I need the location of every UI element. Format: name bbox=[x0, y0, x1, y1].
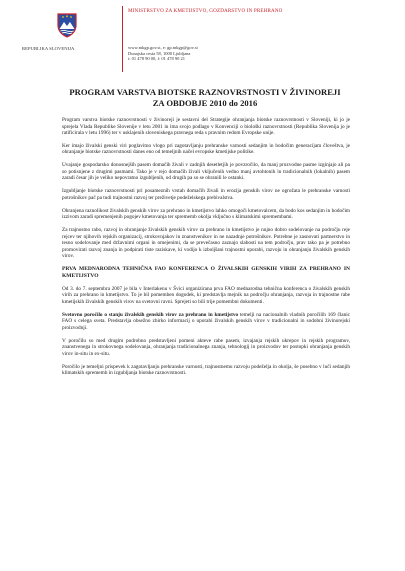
header-divider bbox=[122, 6, 123, 72]
paragraph: Poročilo je temeljni prispevek k zagotavljanju prehranske varnosti, trajnostnemu razvoju podeželja in okolja, še posebno v luči sedanjih klimatskih sprememb in izgubljanja biotske raznovrstnosti. bbox=[62, 363, 350, 377]
contact-phone-fax: t: 01 478 90 00, f: 01 478 90 21 bbox=[128, 56, 185, 62]
report-title-bold: Svetovno poročilo o stanju živalskih genskih virov za prehrano in kmetijstvo bbox=[62, 311, 239, 318]
section-heading: PRVA MEDNARODNA TEHNIČNA FAO KONFERENCA O ŽIVALSKIH GENSKIH VIRIH ZA PREHRANO IN KMETIJSTVO bbox=[62, 266, 350, 279]
paragraph-text: temelji na nacionalnih vladnih poročilih 169 članic FAO s celega sveta. Predstavlja obsežno zbirko informacij o uporabi živalskih genskih virov v tradicionalni in sodobni živinorejski proizvodnji. bbox=[62, 311, 350, 331]
paragraph: Ohranjena raznolikost živalskih genskih virov za prehrano in kmetijstvo lahko omogoči kmetovalcem, da bodo kos sedanjim in bodočim izzivom zaradi spremenjenih pogojev kmetovanja ter sprememb okolja vključno s klimatskimi spremembami. bbox=[62, 207, 350, 221]
title-line-1: PROGRAM VARSTVA BIOTSKE RAZNOVRSTNOSTI V ŽIVINOREJI bbox=[69, 87, 341, 97]
contact-block bbox=[128, 45, 198, 62]
republic-name: REPUBLIKA SLOVENIJA bbox=[22, 46, 75, 51]
ministry-name: MINISTRSTVO ZA KMETIJSTVO, GOZDARSTVO IN PREHRANO bbox=[128, 8, 283, 14]
paragraph: Program varstva biotske raznovrstnosti v živinoreji je sestavni del Strategije ohranjanja biotske raznovrstnosti v Sloveniji, ki jo je sprejela Vlada Republike Slovenije v letu 2001 in ima svojo podlago v Konvenciji o biološki raznovrstnosti (Republika Slovenija jo je ratificirala v letu 1996) ter v usklajenih sloveniskega pravnega reda s pravnim redom Evropske unije. bbox=[62, 117, 350, 137]
document-body bbox=[62, 117, 350, 383]
paragraph: V poročilu so med drugim podrobno predstavljeni pomeni akteve rabe pasem, izvajanja rejskih ukrepov in rejskih programov, znanstvenega in strokovnega sodelovanja, ohranjanja tradicionalnega znanja, tehnologij in proizvodov ter postopki ohranjanja genskih virov in-situ in ex-situ. bbox=[62, 337, 350, 357]
paragraph bbox=[62, 312, 350, 332]
paragraph: Ker imajo živalski genski viri poglavitno vlogo pri zagotavljanju prehranske varnosti sedanjim in bodočim generacijam človeštva, je ohranjanje biotske raznovrstnosti danes eno od temeljnih načel evropske kmetijske politike. bbox=[62, 142, 350, 156]
paragraph: Uvajanje gospodarsko donosnejših pasem domačih živali v zadnjih desetletjih je povzročilo, da manj prozvodne pasme izginjajo ali pa so potisnjene z drugimi pasmami. Tako je v rejo domačih živali vključenih vedno manj avtohtonih in tradicionalnih (lokalnih) pasem zaradi česar jih je veliko nepovratno izgubljenih, od drugih pa so se ohranili le ostanki. bbox=[62, 162, 350, 182]
slovenia-coat-of-arms-icon bbox=[56, 12, 78, 38]
contact-web-email: www.mkgp.gov.si, e: gp.mkgp@gov.si bbox=[128, 45, 198, 50]
paragraph: Izgubljanje biotske raznovrstnosti pri posameznih vrstah domačih živali in erozija genskih virov ne ogrožata le prehranske varnosti potrošnikov pač pa tudi trajnostni razvoj ter preživetje podeželskega prebivalstva. bbox=[62, 188, 350, 201]
coat-of-arms-logo bbox=[52, 12, 82, 38]
contact-address: Dunajska cesta 58, 1000 Ljubljana bbox=[128, 50, 191, 56]
document-title bbox=[40, 87, 370, 108]
paragraph: Od 3. do 7. septembra 2007 je bila v Interlakenu v Švici organizirana prva FAO mednarodna tehnična konferenca o živalskih genskih virih za prehrano in kmetijstvo. To je bil pomemben dogodek, ki predstavlja mejnik na področju ohranjanja, razvoja in trajnostne rabe kmetijskih živalskih genskih virov na svetovni ravni. Sprejeti so bili trije pomembni dokumenti. bbox=[62, 285, 350, 305]
title-line-2: ZA OBDOBJE 2010 do 2016 bbox=[152, 97, 258, 108]
paragraph: Za trajnostno rabo, razvoj in ohranjanje živalskih genskih virov za prehrano in kmetijstvo je nujno dobro sodelovanje na področju reje rejcev ter njihovih rejskih organizacij, strokovnjakov in znanstvenikov in ne nazadnje potrošnikov. Potrebne je zasnovati partnerstvo in tesno sodelovanje med državnimi organi in omejenimi, da se prevečasno zaznajo slabosti na tem področju, prav tako pa je potrebno promovirati razvoj znanja in podpirati tiste raziskave, ki vodijo k izboljšani trajnostni uporabi, razvoju in ohranjanju živalskih genskih virov. bbox=[62, 227, 350, 260]
